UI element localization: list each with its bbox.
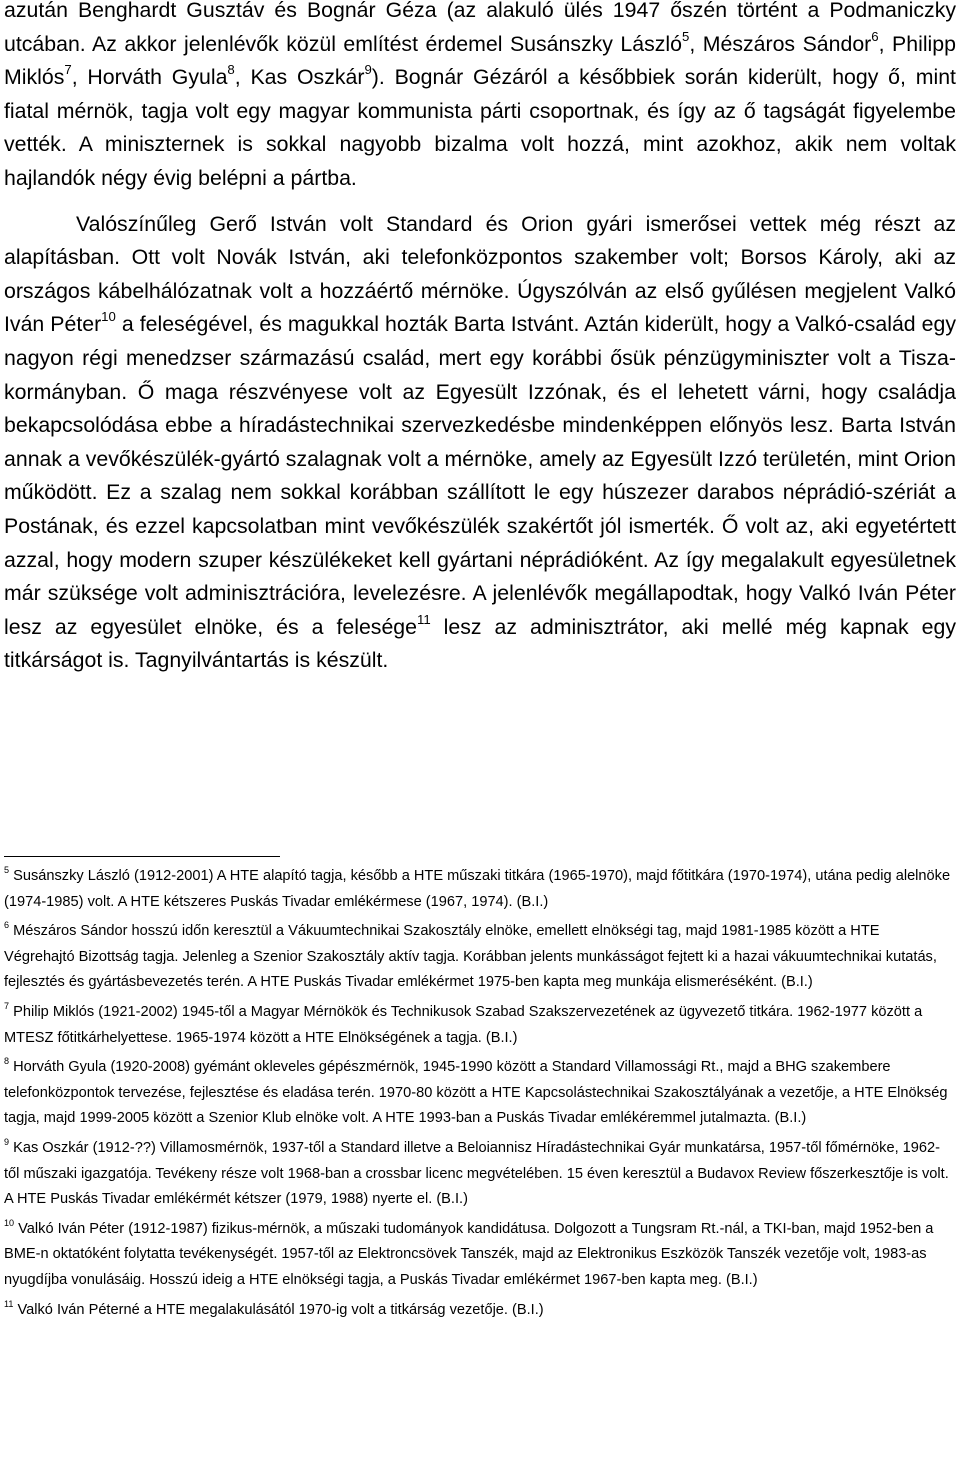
footnote-text: Valkó Iván Péterné a HTE megalakulásától 1970-ig volt a titkárság vezetője. (B.I.) [17, 1301, 544, 1318]
footnote-text: Horváth Gyula (1920-2008) gyémánt okleveles gépészmérnök, 1945-1990 között a Standard Villamossági Rt., majd a BHG szakembere telefonközpontok tervezése, fejlesztése és eladása terén. 1970-80 között a HTE Kapcsolástechnikai Szakosztályának a vezetője, a HTE Elnökség tagja, majd 1999-2005 között a Szenior Klub elnöke volt. A HTE 1993-ban a Puskás Tivadar emlékéremmel jutalmazta. (B.I.) [4, 1059, 948, 1127]
text-run: azután Benghardt Gusztáv és Bognár Géza (az alakuló ülés 1947 őszén történt a Podmaniczky utcában. Az akkor jelenlévők közül említést érdemel Susánszky László [4, 0, 956, 56]
footnote-text: Kas Oszkár (1912-??) Villamosmérnök, 1937-től a Standard illetve a Beloiannisz Híradástechnikai Gyár munkatársa, 1957-től főmérnöke, 1962-től műszaki igazgatója. Tevékeny része volt 1968-ban a crossbar licenc megvételében. 15 éven keresztül a Budavox Review főszerkesztője is volt. A HTE Puskás Tivadar emlékérmét kétszer (1979, 1988) nyerte el. (B.I.) [4, 1139, 949, 1208]
footnote-ref-6[interactable]: 6 [871, 28, 879, 44]
paragraph-2 [4, 208, 956, 678]
footnote-ref-11[interactable]: 11 [416, 611, 431, 627]
footnote-text: Valkó Iván Péter (1912-1987) fizikus-mérnök, a műszaki tudományok kandidátusa. Dolgozott a Tungsram Rt.-nál, a TKI-ban, majd 1952-ben a BME-n oktatóként folytatta tevékenységét. 1957-től az Elektroncsövek Tanszék, majd az Elektronikus Eszközök Tanszék vezetője volt, 1983-as nyugdíjba vonulásáig. Hosszú ideig a HTE elnökségi tagja, a Puskás Tivadar emlékérmet 1967-ben kapta meg. (B.I.) [4, 1220, 934, 1288]
footnote-number: 7 [4, 1001, 10, 1012]
footnote-5 [4, 864, 952, 915]
text-run: , Mészáros Sándor [689, 31, 872, 56]
footnote-number: 6 [4, 920, 10, 931]
footnote-ref-9[interactable]: 9 [364, 62, 372, 78]
text-run: Valószínűleg Gerő István volt Standard és Orion gyári ismerősei vettek még részt az alapításban. Ott volt Novák István, aki telefonközpontos szakember volt; Borsos Károly, aki az országos kábelhálózatnak volt a hozzáértő mérnöke. Úgyszólván az első gyűlésen megjelent Valkó Iván Péter [4, 211, 956, 337]
footnote-number: 5 [4, 865, 10, 876]
footnote-text: Susánszky László (1912-2001) A HTE alapító tagja, később a HTE műszaki titkára (1965-1970), majd főtitkára (1970-1974), utána pedig alelnöke (1974-1985) volt. A HTE kétszeres Puskás Tivadar emlékérmese (1967, 1974). (B.I.) [4, 868, 951, 910]
footnotes [4, 864, 952, 1323]
footnote-9 [4, 1136, 952, 1213]
footnote-7 [4, 1000, 952, 1051]
footnote-ref-8[interactable]: 8 [227, 62, 235, 78]
text-run: , Horváth Gyula [71, 65, 228, 90]
footnote-text: Philip Miklós (1921-2002) 1945-től a Magyar Mérnökök és Technikusok Szabad Szakszervezetének az ügyvezető titkára. 1962-1977 között a MTESZ főtitkárhelyettese. 1965-1974 között a HTE Elnökségének a tagja. (B.I.) [4, 1003, 923, 1046]
footnote-ref-5[interactable]: 5 [682, 28, 690, 44]
main-text [4, 0, 956, 678]
footnote-10 [4, 1217, 952, 1294]
footnote-ref-7[interactable]: 7 [64, 62, 72, 78]
footnote-separator [4, 856, 280, 857]
text-run: ). Bognár Gézáról a későbbiek során kiderült, hogy ő, mint fiatal mérnök, tagja volt egy magyar kommunista párti csoportnak, és így az ő tagságát figyelembe vették. A miniszternek is sokkal nagyobb bizalma volt hozzá, mint azokhoz, akik nem voltak hajlandók négy évig belépni a pártba. [4, 65, 956, 190]
footnote-number: 8 [4, 1056, 10, 1067]
footnote-number: 11 [4, 1298, 14, 1309]
text-run: a feleségével, és magukkal hozták Barta Istvánt. Aztán kiderült, hogy a Valkó-család egy nagyon régi menedzser származású család, mert egy korábbi ősük pénzügyminiszter volt a Tisza-kormányban. Ő maga részvényese volt az Egyesült Izzónak, és el lehetett várni, hogy családja bekapcsolódása ebbe a híradástechnikai szervezkedésbe mindenképpen előnyös lesz. Barta István annak a vevőkészülék-gyártó szalagnak volt a mérnöke, amely az Egyesült Izzó területén, mint Orion működött. Ez a szalag nem sokkal korábban szállított le egy húszezer darabos néprádió-szériát a Postának, és ezzel kapcsolatban mint vevőkészülék szakértőt jól ismerték. Ő volt az, aki egyetértett azzal, hogy modern szuper készülékeket kell gyártani néprádióként. Az így megalakult egyesületnek már szüksége volt adminisztrációra, levelezésre. A jelenlévők megállapodtak, hogy Valkó Iván Péter lesz az egyesület elnöke, és a felesége [4, 312, 956, 639]
footnote-6 [4, 919, 952, 996]
footnote-text: Mészáros Sándor hosszú időn keresztül a Vákuumtechnikai Szakosztály elnöke, emellett elnökségi tag, majd 1981-1985 között a HTE Végrehajtó Bizottság tagja. Jelenleg a Szenior Szakosztály aktív tagja. Korábban jelents munkásságot fejtett ki a hazai vákuumtechnikai kutatás, fejlesztés és gyártásbevezetés terén. A HTE Puskás Tivadar emlékérmet 1975-ben kapta meg munkája elismeréséként. (B.I.) [4, 923, 937, 991]
text-run: , Kas Oszkár [234, 65, 365, 90]
text-run: , Philipp Miklós [4, 31, 956, 90]
footnote-11 [4, 1298, 952, 1324]
footnote-ref-10[interactable]: 10 [101, 309, 116, 325]
footnote-number: 9 [4, 1137, 10, 1148]
paragraph-1 [4, 0, 956, 196]
footnote-8 [4, 1055, 952, 1132]
text-run: lesz az adminisztrátor, aki mellé még kapnak egy titkárságot is. Tagnyilvántartás is készült. [4, 614, 956, 673]
footnote-number: 10 [4, 1217, 15, 1228]
